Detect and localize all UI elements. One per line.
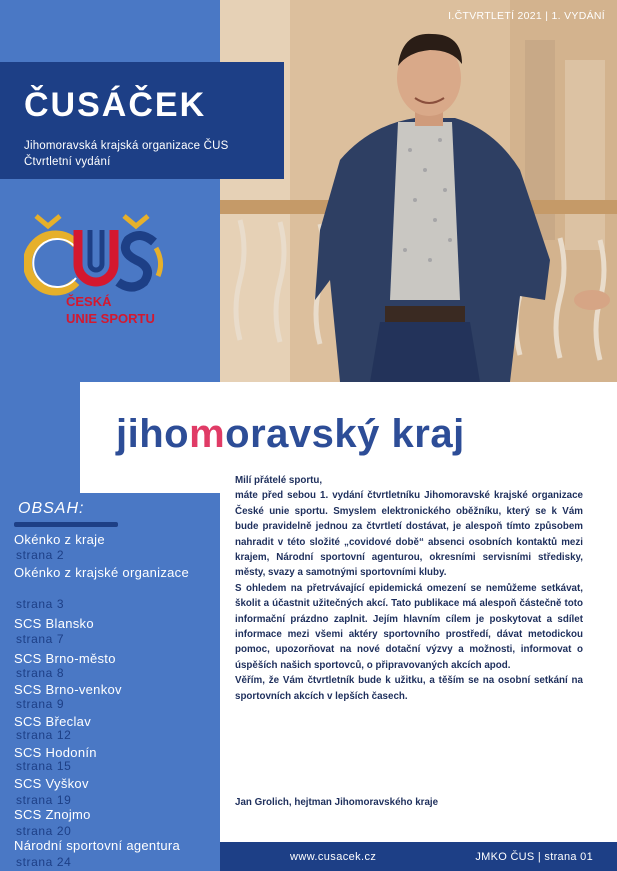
toc-item-title[interactable]: SCS Vyškov — [14, 776, 89, 791]
brand-title: ČUSÁČEK — [24, 86, 207, 124]
region-title-start: jiho — [116, 412, 190, 456]
issue-label: I.ČTVRTLETÍ 2021 | 1. VYDÁNÍ — [448, 10, 605, 22]
toc-item-title[interactable]: SCS Brno-venkov — [14, 682, 122, 697]
toc-divider — [14, 522, 118, 527]
logo-text-line2: UNIE SPORTU — [66, 311, 155, 326]
toc-item-page[interactable]: strana 2 — [16, 548, 65, 562]
edition-type: Čtvrtletní vydání — [24, 156, 111, 168]
cover-photo — [220, 0, 617, 382]
letter-paragraph: Věřím, že Vám čtvrtletník bude k užitku, a těším se na osobní setkání na sportovních akcích v lepších časech. — [235, 675, 583, 702]
toc-item-title[interactable]: Okénko z kraje — [14, 532, 105, 547]
portrait-illustration — [220, 0, 617, 382]
region-title-end: oravský kraj — [225, 412, 465, 456]
cus-logo — [24, 208, 174, 333]
letter-greeting: Milí přátelé sportu, — [235, 475, 323, 486]
page-footer — [220, 842, 617, 871]
toc-item-page[interactable]: strana 8 — [16, 666, 65, 680]
letter-signature: Jan Grolich, hejtman Jihomoravského kraje — [235, 797, 439, 808]
toc-heading: OBSAH: — [18, 500, 85, 517]
organization-name: Jihomoravská krajská organizace ČUS — [24, 140, 229, 152]
region-title-accent: m — [189, 412, 226, 456]
toc-item-title[interactable]: Okénko z krajské organizace — [14, 565, 190, 580]
letter-paragraph: S ohledem na přetrvávající epidemická omezení se nemůžeme setkávat, školit a účastnit užitečných akcí. Tato publikace má alespoň částečně toto informační prázdno zaplnit. Jejím hlavním cílem je poskytovat a sdílet informace mezi všemi aktéry sportovního prostředí, dávat metodickou pomoc, upozorňovat na nové dotační výzvy a možnosti, informovat o úspěších našich sportovců, o připravovaných akcích apod. — [235, 582, 583, 671]
toc-item-page[interactable]: strana 3 — [16, 597, 65, 611]
toc-item-page[interactable]: strana 19 — [16, 793, 72, 807]
region-title — [116, 412, 465, 457]
toc-item-title[interactable]: SCS Břeclav — [14, 714, 91, 729]
letter-paragraph: máte před sebou 1. vydání čtvrtletníku Jihomoravské krajské organizace České unie sportu. Smyslem elektronického oběžníku, který se k Vám bude pravidelně jednou za čtvrtletí dostávat, je alespoň tímto způsobem nahradit v této složité „covidové době“ absenci osobních kontaktů mezi krajem, Národní sportovní agenturou, okresními servisními středisky, městy, svazy a samotnými sportovními kluby. — [235, 490, 583, 579]
website-link[interactable]: www.cusacek.cz — [290, 851, 377, 863]
toc-item-page[interactable]: strana 24 — [16, 855, 72, 869]
toc-item-title[interactable]: SCS Blansko — [14, 616, 94, 631]
toc-item-title[interactable]: Národní sportovní agentura — [14, 838, 181, 853]
logo-text-line1: ČESKÁ — [66, 294, 112, 309]
toc-item-title[interactable]: SCS Hodonín — [14, 745, 97, 760]
cus-logo-mark — [24, 208, 174, 298]
toc-item-title[interactable]: SCS Znojmo — [14, 807, 91, 822]
toc-item-page[interactable]: strana 15 — [16, 759, 72, 773]
toc-item-page[interactable]: strana 20 — [16, 824, 72, 838]
toc-item-page[interactable]: strana 7 — [16, 632, 65, 646]
editorial-letter — [235, 473, 583, 704]
toc-item-page[interactable]: strana 9 — [16, 697, 65, 711]
toc-item-page[interactable]: strana 12 — [16, 728, 72, 742]
toc-item-title[interactable]: SCS Brno-město — [14, 651, 116, 666]
masthead — [0, 62, 284, 179]
page-number-label: JMKO ČUS | strana 01 — [475, 851, 593, 863]
